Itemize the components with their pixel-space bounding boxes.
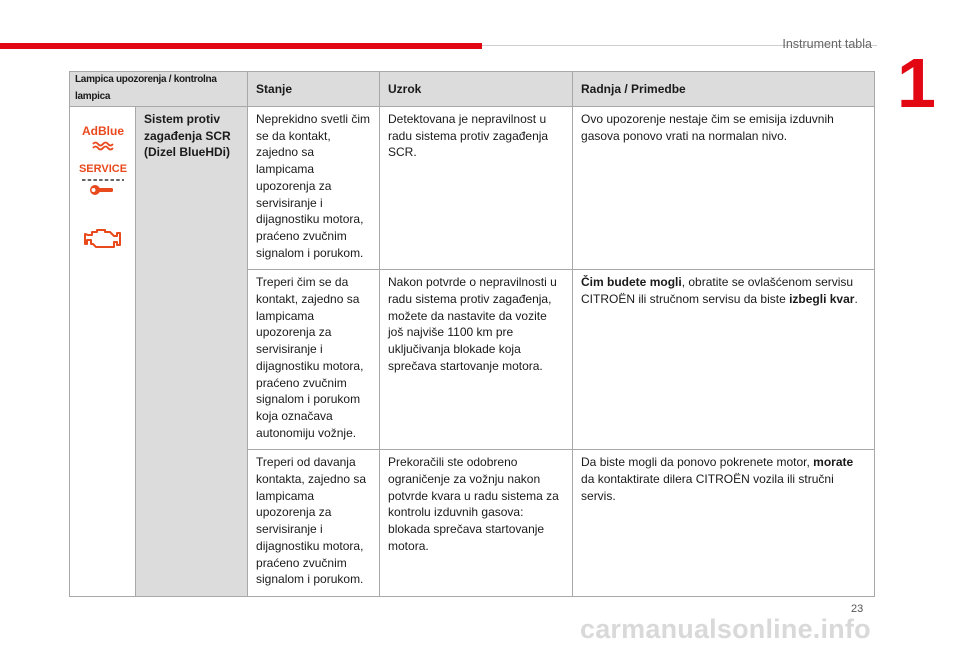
action-text: Ovo upozorenje nestaje čim se emisija izduvnih gasova ponovo vrati na normalan nivo. (581, 112, 834, 143)
state-cell: Treperi od davanja kontakta, zajedno sa lampicama upozorenja za servisiranje i dijagnostiku motora, praćeno zvučnim signalom i porukom. (248, 450, 380, 597)
section-title: Instrument tabla (782, 37, 872, 51)
icons-cell (70, 107, 136, 597)
chapter-number: 1 (897, 44, 936, 122)
watermark: carmanualsonline.info (580, 614, 871, 644)
action-cell (573, 107, 875, 270)
cause-cell: Nakon potvrde o nepravilnosti u radu sistema protiv zagađenja, možete da nastavite da vozite još najviše 1100 km pre uključivanja blokade koja sprečava startovanje motora. (380, 270, 573, 450)
action-emphasis: Čim budete mogli (581, 275, 682, 290)
action-text: Da biste mogli da ponovo pokrenete motor, (581, 455, 814, 470)
chapter-color-bar (0, 43, 482, 49)
action-cell (573, 450, 875, 597)
action-emphasis: morate (813, 455, 854, 470)
svg-text:SERVICE: SERVICE (78, 163, 127, 175)
header-action: Radnja / Primedbe (573, 72, 875, 107)
warning-lamps-table (69, 71, 875, 597)
state-cell: Treperi čim se da kontakt, zajedno sa lampicama upozorenja za servisiranje i dijagnostiku motora, praćeno zvučnim signalom i porukom koja označava autonomiju vožnje. (248, 270, 380, 450)
header-lamp: Lampica upozorenja / kontrolna lampica (70, 72, 248, 107)
cause-cell: Prekoračili ste odobreno ograničenje za vožnju nakon potvrde kvara u radu sistema za kontrolu izduvnih gasova: blokada sprečava startovanje motora. (380, 450, 573, 597)
action-text: , obratite se ovlašćenom servisu CITROËN ili stručnom servisu da biste (581, 275, 854, 307)
action-text: . (854, 292, 858, 307)
icons-column (70, 121, 135, 253)
state-cell: Neprekidno svetli čim se da kontakt, zajedno sa lampicama upozorenja za servisiranje i dijagnostiku motora, praćeno zvučnim signalom i porukom. (248, 107, 380, 270)
engine-check-icon (78, 223, 128, 253)
action-emphasis: izbegli kvar (789, 292, 855, 307)
svg-text:AdBlue: AdBlue (81, 124, 124, 138)
adblue-icon (78, 121, 128, 153)
table-row (70, 107, 875, 270)
header-state: Stanje (248, 72, 380, 107)
page-number: 23 (851, 603, 864, 615)
system-name: Sistem protiv zagađenja SCR (Dizel BlueHDi) (136, 107, 248, 597)
action-text: da kontaktirate dilera CITROËN vozila ili stručni servis. (581, 472, 834, 503)
cause-cell: Detektovana je nepravilnost u radu sistema protiv zagađenja SCR. (380, 107, 573, 270)
table-header-row (70, 72, 875, 107)
action-cell (573, 270, 875, 450)
header-cause: Uzrok (380, 72, 573, 107)
service-icon (78, 161, 128, 201)
